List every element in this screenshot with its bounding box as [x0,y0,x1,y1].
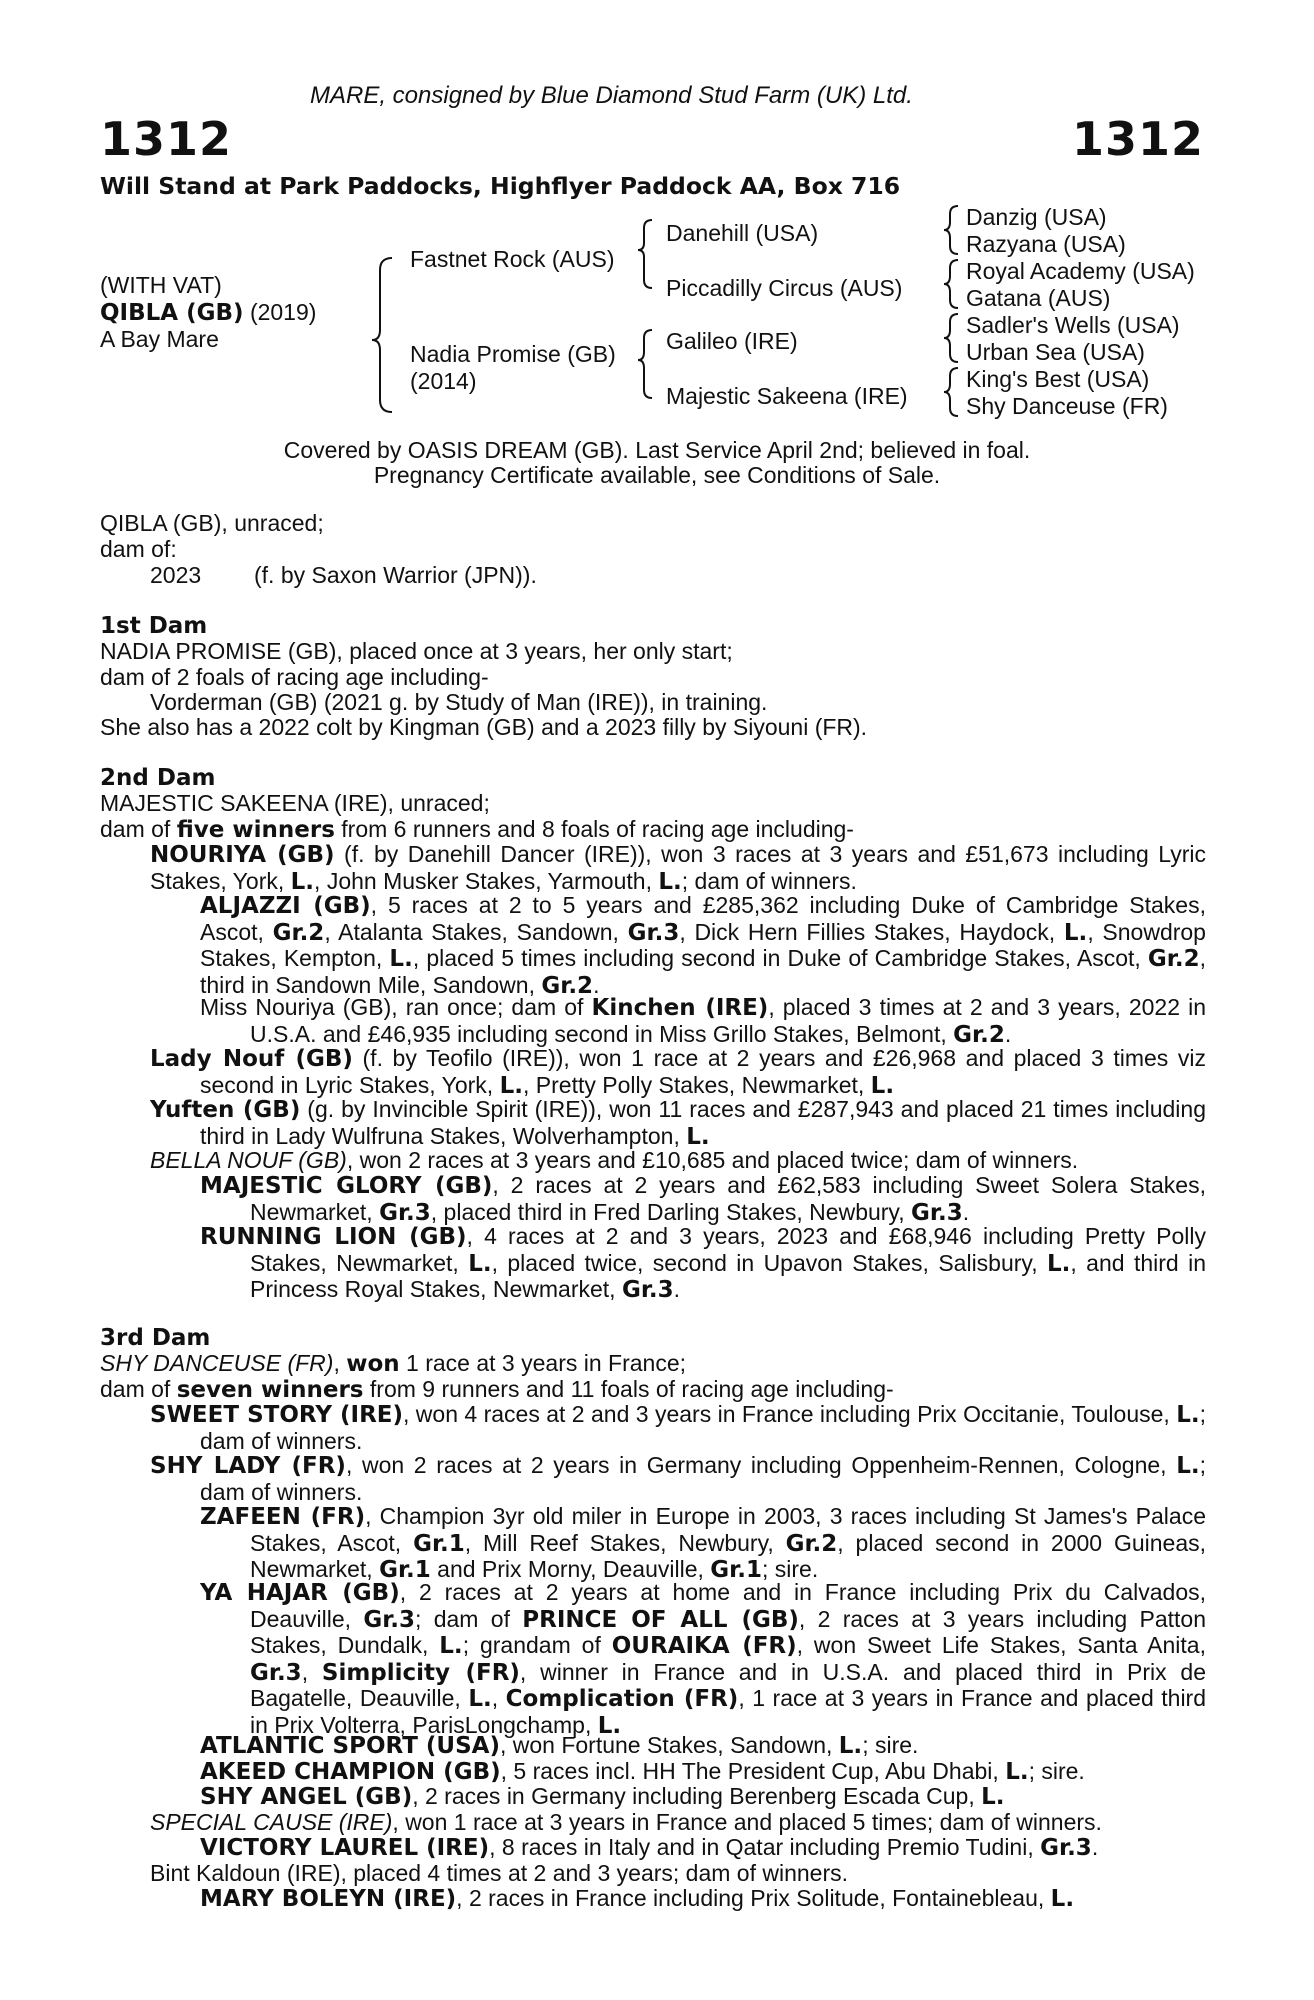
entry-zafeen: ZAFEEN (FR), Champion 3yr old miler in Europe in 2003, 3 races including St James's Palace Stakes, Ascot, Gr.1, Mill Reef Stakes, Newbury, Gr.2, placed second in 2000 Guineas, Newmarket, Gr.1 and Prix Morny, Deauville, Gr.1; sire. [200,1503,1207,1583]
entry-victory-laurel: VICTORY LAUREL (IRE), 8 races in Italy and in Qatar including Premio Tudini, Gr.3. [200,1834,1099,1861]
entry-mary-boleyn: MARY BOLEYN (IRE), 2 races in France including Prix Solitude, Fontainebleau, L. [200,1885,1075,1912]
ds-dam: Urban Sea (USA) [966,339,1145,365]
entry-miss-nouriya: Miss Nouriya (GB), ran once; dam of Kinchen (IRE), placed 3 times at 2 and 3 years, 2022 in U.S.A. and £46,935 including second in Miss Grillo Stakes, Belmont, Gr.2. [200,994,1206,1048]
sd-sire: Royal Academy (USA) [966,258,1195,284]
produce-line-1: QIBLA (GB), unraced; [100,510,324,536]
entry-sweet-story: SWEET STORY (IRE), won 4 races at 2 and 3 years in France including Prix Occitanie, Toulouse, L.; dam of winners. [150,1401,1206,1454]
second-dam-line-2: dam of five winners from 6 runners and 8 foals of racing age including- [100,816,854,843]
stand-location: Will Stand at Park Paddocks, Highflyer Paddock AA, Box 716 [100,172,901,200]
entry-atlantic-sport: ATLANTIC SPORT (USA), won Fortune Stakes, Sandown, L.; sire. [200,1732,919,1759]
second-dam-line-1: MAJESTIC SAKEENA (IRE), unraced; [100,790,490,816]
entry-majestic-glory: MAJESTIC GLORY (GB), 2 races at 2 years and £62,583 including Sweet Solera Stakes, Newmarket, Gr.3, placed third in Fred Darling Stakes, Newbury, Gr.3. [200,1172,1206,1226]
first-dam-line-2: dam of 2 foals of racing age including- [100,664,489,690]
covered-line-1: Covered by OASIS DREAM (GB). Last Service April 2nd; believed in foal. [283,437,1031,463]
entry-shy-angel: SHY ANGEL (GB), 2 races in Germany including Berenberg Escada Cup, L. [200,1783,1005,1810]
entry-running-lion: RUNNING LION (GB), 4 races at 2 and 3 years, 2023 and £68,946 including Pretty Polly Stakes, Newmarket, L., placed twice, second in Upavon Stakes, Salisbury, L., and third in Princess Royal Stakes, Newmarket, Gr.3. [200,1223,1206,1303]
entry-shy-lady: SHY LADY (FR), won 2 races at 2 years in Germany including Oppenheim-Rennen, Cologne, L.; dam of winners. [150,1452,1206,1505]
ds-sire: Sadler's Wells (USA) [966,312,1180,338]
first-dam-line-1: NADIA PROMISE (GB), placed once at 3 years, her only start; [100,638,733,664]
consignor-line: MARE, consigned by Blue Diamond Stud Farm (UK) Ltd. [310,82,913,109]
covered-line-2: Pregnancy Certificate available, see Conditions of Sale. [373,462,941,488]
third-dam-line-2: dam of seven winners from 9 runners and 11 foals of racing age including- [100,1376,894,1403]
dd-dam: Shy Danceuse (FR) [966,393,1168,419]
entry-nouriya: NOURIYA (GB) (f. by Danehill Dancer (IRE)), won 3 races at 3 years and £51,673 including Lyric Stakes, York, L., John Musker Stakes, Yarmouth, L.; dam of winners. [150,841,1206,895]
produce-line-2: dam of: [100,536,177,562]
first-dam-line-3: Vorderman (GB) (2021 g. by Study of Man (IRE)), in training. [150,689,768,715]
dam-year: (2014) [410,368,477,394]
entry-special-cause: SPECIAL CAUSE (IRE), won 1 race at 3 years in France and placed 5 times; dam of winners. [150,1809,1102,1835]
third-dam-heading: 3rd Dam [100,1325,211,1351]
vat-note: (WITH VAT) [100,272,222,298]
second-dam-heading: 2nd Dam [100,765,216,791]
entry-bella-nouf: BELLA NOUF (GB), won 2 races at 3 years and £10,685 and placed twice; dam of winners. [150,1147,1079,1173]
ss-sire: Danzig (USA) [966,204,1107,230]
ss-dam: Razyana (USA) [966,231,1126,257]
lot-number-left: 1312 [100,112,233,166]
horse-year: (2019) [249,299,317,325]
third-dam-line-1: SHY DANCEUSE (FR), won 1 race at 3 years in France; [100,1350,687,1377]
produce-foal: (f. by Saxon Warrior (JPN)). [254,562,537,588]
horse-name: QIBLA (GB) [100,300,244,326]
entry-akeed-champion: AKEED CHAMPION (GB), 5 races incl. HH The President Cup, Abu Dhabi, L.; sire. [200,1758,1085,1785]
sd-dam: Gatana (AUS) [966,285,1111,311]
entry-ya-hajar: YA HAJAR (GB), 2 races at 2 years at home and in France including Prix du Calvados, Deauville, Gr.3; dam of PRINCE OF ALL (GB), 2 races at 3 years including Patton Stakes, Dundalk, L.; grandam of OURAIKA (FR), won Sweet Life Stakes, Santa Anita, Gr.3, Simplicity (FR), winner in France and in U.S.A. and placed third in Prix de Bagatelle, Deauville, L., Complication (FR), 1 race at 3 years in France and placed third in Prix Volterra, ParisLongchamp, L. [200,1579,1207,1739]
first-dam-heading: 1st Dam [100,613,208,639]
horse-description: A Bay Mare [100,326,219,352]
sire-sire: Danehill (USA) [666,220,819,246]
entry-lady-nouf: Lady Nouf (GB) (f. by Teofilo (IRE)), won 1 race at 2 years and £26,968 and placed 3 times viz second in Lyric Stakes, York, L., Pretty Polly Stakes, Newmarket, L. [150,1045,1206,1099]
entry-bint-kaldoun: Bint Kaldoun (IRE), placed 4 times at 2 and 3 years; dam of winners. [150,1860,849,1886]
dam-sire: Galileo (IRE) [666,328,798,354]
sire-dam: Piccadilly Circus (AUS) [666,275,903,301]
dam: Nadia Promise (GB) [410,341,616,367]
entry-yuften: Yuften (GB) (g. by Invincible Spirit (IRE)), won 11 races and £287,943 and placed 21 times including third in Lady Wulfruna Stakes, Wolverhampton, L. [150,1096,1206,1150]
entry-aljazzi: ALJAZZI (GB), 5 races at 2 to 5 years and £285,362 including Duke of Cambridge Stakes, Ascot, Gr.2, Atalanta Stakes, Sandown, Gr.3, Dick Hern Fillies Stakes, Haydock, L., Snowdrop Stakes, Kempton, L., placed 5 times including second in Duke of Cambridge Stakes, Ascot, Gr.2, third in Sandown Mile, Sandown, Gr.2. [200,892,1206,999]
sire: Fastnet Rock (AUS) [410,246,615,272]
dd-sire: King's Best (USA) [966,366,1150,392]
lot-number-right: 1312 [1071,112,1204,166]
dam-dam: Majestic Sakeena (IRE) [666,383,908,409]
produce-year: 2023 [150,562,202,588]
first-dam-line-4: She also has a 2022 colt by Kingman (GB) and a 2023 filly by Siyouni (FR). [100,714,868,740]
